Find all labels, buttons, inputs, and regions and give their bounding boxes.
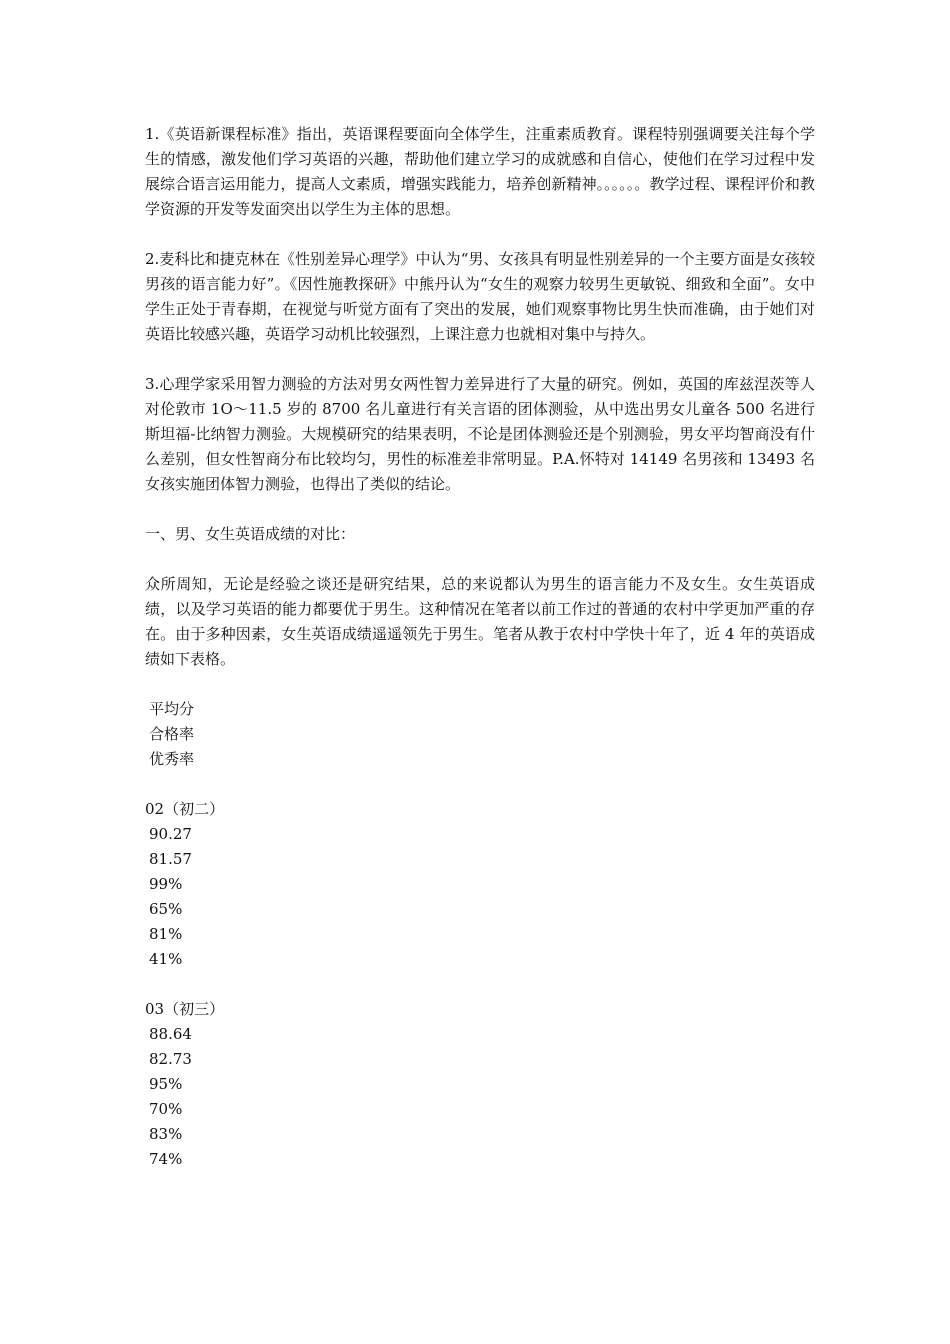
table-cell: 81.57 <box>149 850 192 868</box>
table-header <box>145 697 815 772</box>
score-table <box>145 697 815 1172</box>
table-cell: 83% <box>149 1125 183 1143</box>
table-cell: 81% <box>149 925 183 943</box>
table-cell: 88.64 <box>149 1025 192 1043</box>
document-page <box>145 122 815 1197</box>
table-cell: 95% <box>149 1075 183 1093</box>
table-cell: 90.27 <box>149 825 192 843</box>
table-cell: 82.73 <box>149 1050 192 1068</box>
table-cell: 99% <box>149 875 183 893</box>
header-pass-rate: 合格率 <box>149 725 195 743</box>
paragraph-1: 1.《英语新课程标准》指出，英语课程要面向全体学生，注重素质教育。课程特别强调要关注每个学生的情感，激发他们学习英语的兴趣，帮助他们建立学习的成就感和自信心，使他们在学习过程中发展综合语言运用能力，提高人文素质，增强实践能力，培养创新精神。。。。。。教学过程、课程评价和教学资源的开发等发面突出以学生为主体的思想。 <box>145 125 815 218</box>
header-average: 平均分 <box>149 700 195 718</box>
paragraph-2: 2.麦科比和捷克林在《性别差异心理学》中认为“男、女孩具有明显性别差异的一个主要方面是女孩较男孩的语言能力好”。《因性施教探研》中熊丹认为“女生的观察力较男生更敏锐、细致和全面”。女中学生正处于青春期，在视觉与听觉方面有了突出的发展，她们观察事物比男生快而准确，由于她们对英语比较感兴趣，英语学习动机比较强烈，上课注意力也就相对集中与持久。 <box>145 250 815 343</box>
table-cell: 65% <box>149 900 183 918</box>
table-cell: 41% <box>149 950 183 968</box>
table-row <box>145 997 815 1172</box>
row-label: 03（初三） <box>145 1000 225 1018</box>
table-row <box>145 797 815 972</box>
table-cell: 70% <box>149 1100 183 1118</box>
header-excellent-rate: 优秀率 <box>149 750 195 768</box>
row-label: 02（初二） <box>145 800 225 818</box>
table-cell: 74% <box>149 1150 183 1168</box>
section-heading: 一、男、女生英语成绩的对比： <box>145 525 356 543</box>
paragraph-4: 众所周知，无论是经验之谈还是研究结果，总的来说都认为男生的语言能力不及女生。女生英语成绩，以及学习英语的能力都要优于男生。这种情况在笔者以前工作过的普通的农村中学更加严重的存在。由于多种因素，女生英语成绩遥遥领先于男生。笔者从教于农村中学快十年了，近 4 年的英语成绩如下表格。 <box>145 575 815 668</box>
paragraph-3: 3.心理学家采用智力测验的方法对男女两性智力差异进行了大量的研究。例如，英国的库兹涅茨等人对伦敦市 1O～11.5 岁的 8700 名儿童进行有关言语的团体测验，从中选出男女儿童各 500 名进行斯坦福-比纳智力测验。大规模研究的结果表明，不论是团体测验还是个别测验，男女平均智商没有什么差别，但女性智商分布比较均匀，男性的标准差非常明显。P.A.怀特对 14149 名男孩和 13493 名女孩实施团体智力测验，也得出了类似的结论。 <box>145 375 815 493</box>
